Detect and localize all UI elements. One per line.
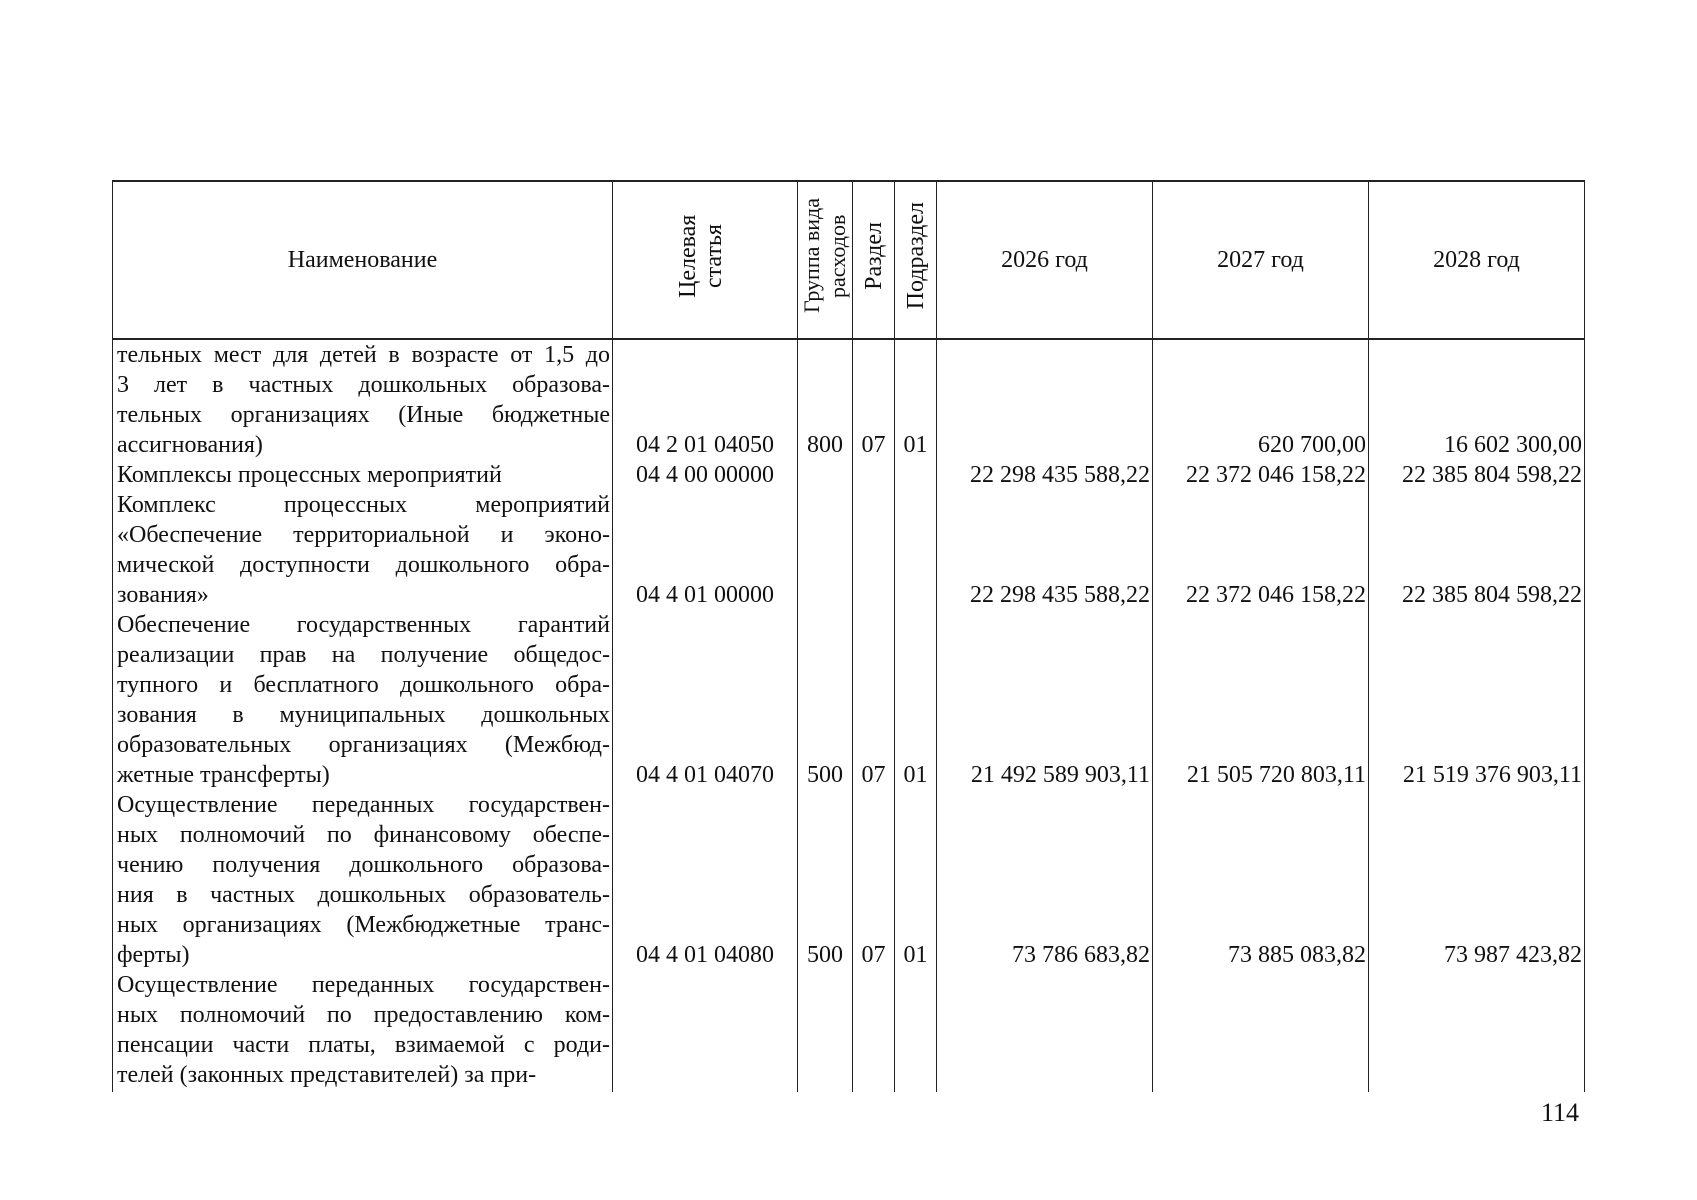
cell-spacer [853, 460, 894, 490]
cell-spacer [937, 370, 1150, 400]
cell-spacer [798, 700, 852, 730]
cell-spacer [853, 790, 894, 820]
cell-spacer [613, 820, 797, 850]
cell-spacer [895, 340, 936, 370]
cell-spacer [613, 790, 797, 820]
cell-spacer [613, 400, 797, 430]
name-line: ния в частных дошкольных образователь- [117, 882, 610, 908]
cell-spacer [1369, 670, 1582, 700]
cell-spacer [1153, 490, 1366, 520]
cell-spacer [895, 700, 936, 730]
subsection-column [895, 339, 937, 1092]
cell-spacer [613, 850, 797, 880]
cell-spacer [853, 850, 894, 880]
cell-spacer [853, 700, 894, 730]
cell-spacer [895, 910, 936, 940]
cell-spacer [853, 1000, 894, 1030]
cell-spacer [613, 370, 797, 400]
cell-spacer [937, 340, 1150, 370]
cell-y2027: 22 372 046 158,22 [1186, 582, 1366, 608]
cell-spacer [853, 1030, 894, 1060]
name-line: реализации прав на получение общедос- [117, 642, 610, 668]
cell-spacer [613, 520, 797, 550]
table-header-row [113, 181, 1585, 339]
cell-spacer [613, 340, 797, 370]
name-line: пенсации части платы, взимаемой с роди- [117, 1032, 610, 1058]
cell-spacer [1369, 610, 1582, 640]
cell-spacer [937, 880, 1150, 910]
cell-spacer [798, 460, 852, 490]
cell-spacer [1153, 880, 1366, 910]
cell-spacer [1153, 550, 1366, 580]
cell-spacer [853, 490, 894, 520]
cell-spacer [937, 520, 1150, 550]
cell-y2027: 620 700,00 [1258, 432, 1366, 458]
cell-spacer [937, 1060, 1150, 1090]
cell-spacer [613, 1000, 797, 1030]
cell-spacer [613, 550, 797, 580]
cell-spacer [895, 610, 936, 640]
name-line: Осуществление переданных государствен- [117, 792, 610, 818]
cell-spacer [798, 820, 852, 850]
cell-spacer [853, 880, 894, 910]
cell-y2026: 22 298 435 588,22 [970, 582, 1150, 608]
cell-target: 04 4 01 00000 [636, 582, 774, 608]
cell-spacer [853, 640, 894, 670]
cell-spacer [937, 490, 1150, 520]
cell-spacer [613, 490, 797, 520]
cell-spacer [895, 970, 936, 1000]
cell-spacer [798, 490, 852, 520]
cell-spacer [1369, 910, 1582, 940]
cell-subsection: 01 [903, 942, 928, 968]
cell-y2027: 22 372 046 158,22 [1186, 462, 1366, 488]
cell-spacer [798, 640, 852, 670]
cell-spacer [1153, 970, 1366, 1000]
name-line: тупного и бесплатного дошкольного обра- [117, 672, 610, 698]
cell-spacer [1153, 820, 1366, 850]
y2027-column [1153, 339, 1369, 1092]
cell-spacer [895, 790, 936, 820]
cell-spacer [1153, 1060, 1366, 1090]
name-line: зования в муниципальных дошкольных [117, 702, 610, 728]
cell-spacer [853, 610, 894, 640]
cell-spacer [613, 730, 797, 760]
cell-spacer [798, 550, 852, 580]
cell-spacer [937, 850, 1150, 880]
cell-spacer [798, 400, 852, 430]
name-line: тельных организациях (Иные бюджетные [117, 402, 610, 428]
cell-spacer [1153, 670, 1366, 700]
cell-spacer [937, 910, 1150, 940]
cell-spacer [798, 1030, 852, 1060]
cell-spacer [1369, 370, 1582, 400]
name-line: образовательных организациях (Межбюд- [117, 732, 610, 758]
cell-spacer [1369, 490, 1582, 520]
cell-spacer [1153, 730, 1366, 760]
cell-spacer [937, 820, 1150, 850]
cell-spacer [895, 490, 936, 520]
cell-y2027: 21 505 720 803,11 [1186, 762, 1366, 788]
cell-spacer [853, 670, 894, 700]
cell-spacer [895, 850, 936, 880]
cell-spacer [1153, 520, 1366, 550]
cell-spacer [613, 910, 797, 940]
cell-spacer [1153, 1030, 1366, 1060]
cell-spacer [1369, 730, 1582, 760]
cell-target: 04 4 01 04070 [636, 762, 774, 788]
cell-y2026: 22 298 435 588,22 [970, 462, 1150, 488]
cell-group: 500 [807, 762, 843, 788]
cell-y2026: 73 786 683,82 [1012, 942, 1150, 968]
cell-spacer [937, 550, 1150, 580]
name-line: 3 лет в частных дошкольных образова- [117, 372, 610, 398]
cell-spacer [937, 730, 1150, 760]
cell-y2028: 21 519 376 903,11 [1402, 762, 1582, 788]
cell-spacer [1153, 850, 1366, 880]
cell-spacer [798, 880, 852, 910]
cell-subsection: 01 [903, 432, 928, 458]
cell-spacer [853, 820, 894, 850]
cell-spacer [613, 610, 797, 640]
cell-spacer [895, 1030, 936, 1060]
cell-spacer [937, 700, 1150, 730]
name-line: Обеспечение государственных гарантий [117, 612, 610, 638]
cell-spacer [1369, 970, 1582, 1000]
cell-spacer [895, 400, 936, 430]
section-column [853, 339, 895, 1092]
cell-spacer [895, 1000, 936, 1030]
cell-spacer [1369, 520, 1582, 550]
cell-spacer [1153, 400, 1366, 430]
cell-spacer [895, 580, 936, 610]
name-line: жетные трансферты) [117, 762, 330, 788]
cell-spacer [798, 580, 852, 610]
cell-spacer [613, 670, 797, 700]
name-line: тельных мест для детей в возрасте от 1,5 до [117, 342, 610, 368]
cell-group: 500 [807, 942, 843, 968]
cell-spacer [1153, 340, 1366, 370]
target-column [613, 339, 798, 1092]
cell-spacer [895, 640, 936, 670]
cell-group: 800 [807, 432, 843, 458]
cell-spacer [895, 820, 936, 850]
cell-spacer [1369, 880, 1582, 910]
cell-spacer [613, 880, 797, 910]
name-line: ных полномочий по финансовому обеспе- [117, 822, 610, 848]
cell-spacer [853, 550, 894, 580]
cell-target: 04 4 01 04080 [636, 942, 774, 968]
name-line: ных полномочий по предоставлению ком- [117, 1002, 610, 1028]
cell-y2027: 73 885 083,82 [1228, 942, 1366, 968]
name-line: ассигнования) [117, 432, 263, 458]
cell-spacer [798, 910, 852, 940]
cell-spacer [937, 670, 1150, 700]
cell-spacer [1153, 700, 1366, 730]
cell-spacer [895, 1060, 936, 1090]
cell-spacer [937, 400, 1150, 430]
cell-spacer [798, 790, 852, 820]
cell-spacer [895, 520, 936, 550]
cell-spacer [937, 430, 1150, 460]
cell-spacer [798, 850, 852, 880]
cell-spacer [798, 340, 852, 370]
header-2028: 2028 год [1369, 181, 1585, 339]
y2026-column [937, 339, 1153, 1092]
cell-spacer [798, 730, 852, 760]
cell-spacer [1369, 550, 1582, 580]
cell-spacer [895, 550, 936, 580]
cell-spacer [613, 1030, 797, 1060]
cell-spacer [895, 670, 936, 700]
cell-spacer [1369, 1000, 1582, 1030]
name-line: мической доступности дошкольного обра- [117, 552, 610, 578]
cell-spacer [1369, 1060, 1582, 1090]
name-line: Комплексы процессных мероприятий [117, 462, 502, 488]
cell-spacer [1369, 640, 1582, 670]
header-section: Раздел [853, 181, 895, 339]
cell-spacer [1153, 1000, 1366, 1030]
cell-y2028: 73 987 423,82 [1444, 942, 1582, 968]
name-line: телей (законных представителей) за при- [117, 1062, 537, 1088]
cell-spacer [613, 970, 797, 1000]
cell-spacer [798, 970, 852, 1000]
header-2026: 2026 год [937, 181, 1153, 339]
page-number: 114 [1540, 1098, 1579, 1127]
cell-spacer [895, 880, 936, 910]
cell-spacer [798, 1060, 852, 1090]
cell-spacer [798, 610, 852, 640]
header-group: Группа вида расходов [798, 181, 853, 339]
name-line: чению получения дошкольного образова- [117, 852, 610, 878]
cell-spacer [853, 730, 894, 760]
cell-spacer [1153, 910, 1366, 940]
cell-spacer [798, 520, 852, 550]
table-body-row [113, 339, 1585, 1092]
cell-y2028: 22 385 804 598,22 [1402, 462, 1582, 488]
cell-y2028: 16 602 300,00 [1444, 432, 1582, 458]
cell-spacer [1369, 340, 1582, 370]
cell-spacer [798, 1000, 852, 1030]
cell-spacer [937, 970, 1150, 1000]
cell-spacer [798, 670, 852, 700]
cell-spacer [937, 790, 1150, 820]
cell-target: 04 2 01 04050 [636, 432, 774, 458]
name-column [113, 339, 613, 1092]
header-2027: 2027 год [1153, 181, 1369, 339]
cell-spacer [895, 370, 936, 400]
cell-y2028: 22 385 804 598,22 [1402, 582, 1582, 608]
cell-spacer [1153, 610, 1366, 640]
cell-spacer [895, 460, 936, 490]
cell-section: 07 [861, 942, 886, 968]
cell-spacer [853, 580, 894, 610]
header-name: Наименование [113, 181, 613, 339]
cell-spacer [1153, 640, 1366, 670]
name-lines [117, 340, 610, 1090]
cell-spacer [1153, 790, 1366, 820]
cell-spacer [895, 730, 936, 760]
cell-spacer [853, 520, 894, 550]
cell-spacer [1369, 820, 1582, 850]
cell-section: 07 [861, 762, 886, 788]
header-subsection: Подраздел [895, 181, 937, 339]
y2028-column [1369, 339, 1585, 1092]
cell-section: 07 [861, 432, 886, 458]
cell-spacer [613, 640, 797, 670]
cell-spacer [1369, 400, 1582, 430]
name-line: ных организациях (Межбюджетные транс- [117, 912, 610, 938]
cell-spacer [937, 610, 1150, 640]
cell-spacer [1369, 790, 1582, 820]
name-line: зования» [117, 582, 209, 608]
name-line: Осуществление переданных государствен- [117, 972, 610, 998]
cell-spacer [937, 640, 1150, 670]
cell-spacer [853, 910, 894, 940]
cell-spacer [937, 1030, 1150, 1060]
name-line: «Обеспечение территориальной и эконо- [117, 522, 610, 548]
cell-y2026: 21 492 589 903,11 [970, 762, 1150, 788]
cell-spacer [1153, 370, 1366, 400]
cell-spacer [1369, 700, 1582, 730]
cell-spacer [613, 1060, 797, 1090]
header-target: Целевая статья [613, 181, 798, 339]
budget-table [112, 180, 1585, 1092]
cell-spacer [853, 970, 894, 1000]
cell-spacer [853, 370, 894, 400]
cell-spacer [613, 700, 797, 730]
cell-spacer [937, 1000, 1150, 1030]
group-column [798, 339, 853, 1092]
name-line: ферты) [117, 942, 190, 968]
cell-spacer [1369, 850, 1582, 880]
name-line: Комплекс процессных мероприятий [117, 492, 610, 518]
cell-subsection: 01 [903, 762, 928, 788]
cell-spacer [798, 370, 852, 400]
cell-spacer [853, 400, 894, 430]
cell-spacer [853, 1060, 894, 1090]
cell-target: 04 4 00 00000 [636, 462, 774, 488]
cell-spacer [853, 340, 894, 370]
cell-spacer [1369, 1030, 1582, 1060]
